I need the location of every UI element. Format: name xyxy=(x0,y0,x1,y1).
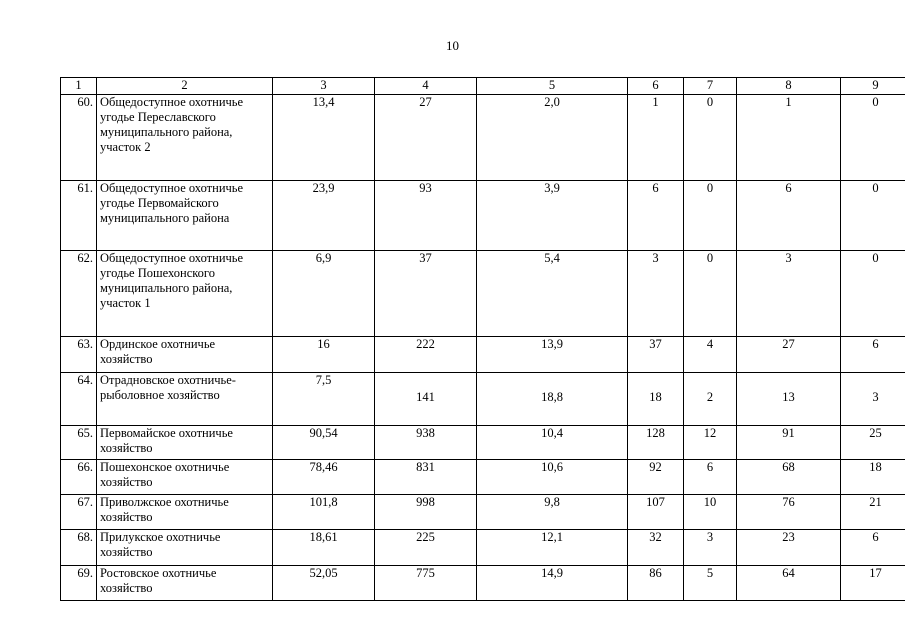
cell-col5: 18,8 xyxy=(477,373,628,426)
cell-col9: 25 xyxy=(841,426,905,460)
row-number: 65. xyxy=(61,426,97,460)
table-row xyxy=(61,181,905,251)
column-header: 2 xyxy=(97,78,273,95)
cell-col6: 128 xyxy=(628,426,684,460)
cell-col6: 92 xyxy=(628,460,684,495)
cell-col3: 13,4 xyxy=(273,95,375,181)
row-name: Пошехонское охотничье хозяйство xyxy=(97,460,273,495)
cell-col7: 3 xyxy=(684,530,737,566)
row-number: 64. xyxy=(61,373,97,426)
cell-col8: 3 xyxy=(737,251,841,337)
cell-col8: 68 xyxy=(737,460,841,495)
row-name: Ординское охотничье хозяйство xyxy=(97,337,273,373)
cell-col6: 37 xyxy=(628,337,684,373)
cell-col8: 6 xyxy=(737,181,841,251)
cell-col8: 76 xyxy=(737,495,841,530)
cell-col6: 86 xyxy=(628,566,684,601)
cell-col7: 0 xyxy=(684,251,737,337)
row-number: 61. xyxy=(61,181,97,251)
hunting-grounds-table xyxy=(60,77,905,601)
row-number: 68. xyxy=(61,530,97,566)
column-header: 4 xyxy=(375,78,477,95)
cell-col5: 10,6 xyxy=(477,460,628,495)
cell-col5: 3,9 xyxy=(477,181,628,251)
cell-col8: 64 xyxy=(737,566,841,601)
cell-col9: 6 xyxy=(841,337,905,373)
cell-col9: 0 xyxy=(841,181,905,251)
cell-col6: 32 xyxy=(628,530,684,566)
cell-col4: 775 xyxy=(375,566,477,601)
cell-col4: 938 xyxy=(375,426,477,460)
cell-col3: 7,5 xyxy=(273,373,375,426)
cell-col9: 18 xyxy=(841,460,905,495)
cell-col9: 0 xyxy=(841,251,905,337)
table-row xyxy=(61,495,905,530)
cell-col4: 37 xyxy=(375,251,477,337)
cell-col4: 27 xyxy=(375,95,477,181)
cell-col5: 12,1 xyxy=(477,530,628,566)
column-header: 5 xyxy=(477,78,628,95)
cell-col3: 101,8 xyxy=(273,495,375,530)
row-name: Ростовское охотничье хозяйство xyxy=(97,566,273,601)
cell-col3: 52,05 xyxy=(273,566,375,601)
row-number: 63. xyxy=(61,337,97,373)
table-row xyxy=(61,426,905,460)
cell-col3: 23,9 xyxy=(273,181,375,251)
cell-col6: 107 xyxy=(628,495,684,530)
table-row xyxy=(61,566,905,601)
row-number: 69. xyxy=(61,566,97,601)
row-number: 62. xyxy=(61,251,97,337)
cell-col7: 12 xyxy=(684,426,737,460)
cell-col3: 78,46 xyxy=(273,460,375,495)
cell-col9: 0 xyxy=(841,95,905,181)
table-header-row xyxy=(61,78,905,95)
cell-col3: 18,61 xyxy=(273,530,375,566)
row-name: Отрадновское охотничье-рыболовное хозяйство xyxy=(97,373,273,426)
row-name: Общедоступное охотничье угодье Первомайского муниципального района xyxy=(97,181,273,251)
column-header: 7 xyxy=(684,78,737,95)
cell-col8: 23 xyxy=(737,530,841,566)
cell-col4: 831 xyxy=(375,460,477,495)
table-row xyxy=(61,251,905,337)
cell-col4: 998 xyxy=(375,495,477,530)
cell-col4: 222 xyxy=(375,337,477,373)
row-name: Первомайское охотничье хозяйство xyxy=(97,426,273,460)
cell-col6: 6 xyxy=(628,181,684,251)
table-row xyxy=(61,460,905,495)
cell-col6: 3 xyxy=(628,251,684,337)
row-name: Общедоступное охотничье угодье Переславского муниципального района, участок 2 xyxy=(97,95,273,181)
cell-col9: 17 xyxy=(841,566,905,601)
cell-col8: 27 xyxy=(737,337,841,373)
table-row xyxy=(61,337,905,373)
row-number: 60. xyxy=(61,95,97,181)
cell-col5: 10,4 xyxy=(477,426,628,460)
row-number: 66. xyxy=(61,460,97,495)
cell-col5: 9,8 xyxy=(477,495,628,530)
cell-col7: 2 xyxy=(684,373,737,426)
cell-col7: 5 xyxy=(684,566,737,601)
table-row xyxy=(61,95,905,181)
cell-col8: 91 xyxy=(737,426,841,460)
row-name: Прилукское охотничье хозяйство xyxy=(97,530,273,566)
cell-col7: 0 xyxy=(684,181,737,251)
cell-col4: 141 xyxy=(375,373,477,426)
column-header: 1 xyxy=(61,78,97,95)
cell-col3: 6,9 xyxy=(273,251,375,337)
row-name: Приволжское охотничье хозяйство xyxy=(97,495,273,530)
cell-col4: 93 xyxy=(375,181,477,251)
cell-col6: 1 xyxy=(628,95,684,181)
column-header: 3 xyxy=(273,78,375,95)
column-header: 6 xyxy=(628,78,684,95)
page-number: 10 xyxy=(446,38,459,53)
cell-col9: 6 xyxy=(841,530,905,566)
cell-col6: 18 xyxy=(628,373,684,426)
cell-col5: 14,9 xyxy=(477,566,628,601)
cell-col7: 6 xyxy=(684,460,737,495)
cell-col3: 90,54 xyxy=(273,426,375,460)
cell-col5: 2,0 xyxy=(477,95,628,181)
table-row xyxy=(61,530,905,566)
cell-col7: 4 xyxy=(684,337,737,373)
column-header: 9 xyxy=(841,78,905,95)
cell-col9: 3 xyxy=(841,373,905,426)
row-name: Общедоступное охотничье угодье Пошехонского муниципального района, участок 1 xyxy=(97,251,273,337)
cell-col3: 16 xyxy=(273,337,375,373)
table-row xyxy=(61,373,905,426)
cell-col5: 5,4 xyxy=(477,251,628,337)
row-number: 67. xyxy=(61,495,97,530)
cell-col9: 21 xyxy=(841,495,905,530)
cell-col5: 13,9 xyxy=(477,337,628,373)
cell-col8: 1 xyxy=(737,95,841,181)
cell-col8: 13 xyxy=(737,373,841,426)
cell-col4: 225 xyxy=(375,530,477,566)
cell-col7: 0 xyxy=(684,95,737,181)
cell-col7: 10 xyxy=(684,495,737,530)
column-header: 8 xyxy=(737,78,841,95)
